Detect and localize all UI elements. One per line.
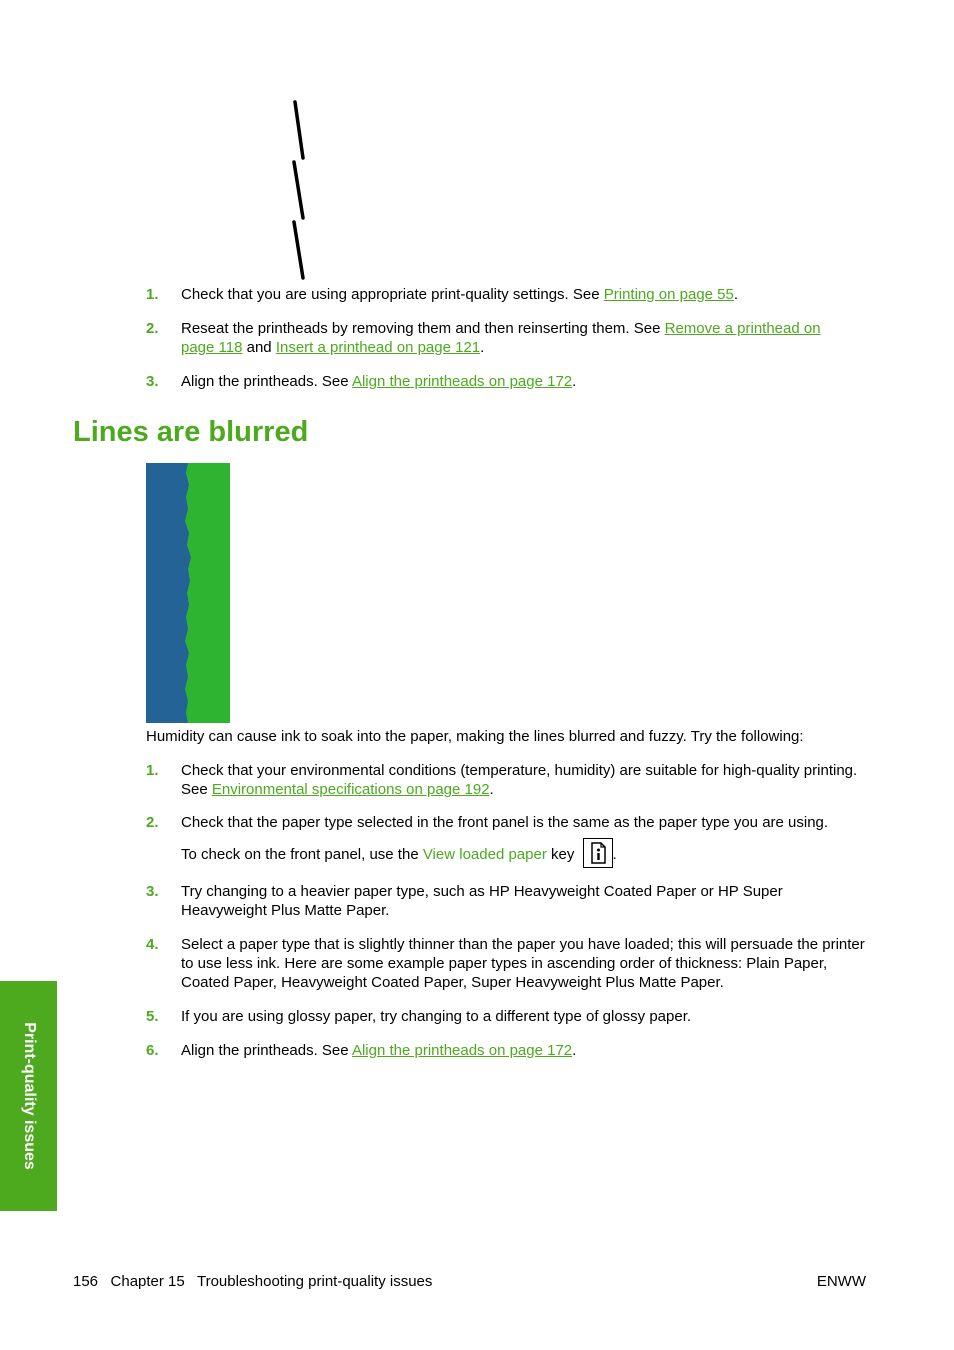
list1-number: 2.	[146, 320, 159, 337]
link-remove-printhead[interactable]: Remove a printhead on page 118	[181, 320, 821, 356]
link-align-printheads[interactable]: Align the printheads on page 172	[351, 373, 573, 390]
list2-number: 4.	[146, 936, 159, 953]
blurred-lines-illustration	[146, 463, 230, 723]
link-align-printheads-2[interactable]: Align the printheads on page 172	[351, 1042, 573, 1059]
list2-item-1: Check that your environmental conditions (temperature, humidity) are suitable for high-quality printing. See Environmental specifications on page 192.	[181, 762, 858, 798]
intro-paragraph: Humidity can cause ink to soak into the paper, making the lines blurred and fuzzy. Try the following:	[146, 728, 804, 745]
list1-item-3: Align the printheads. See Align the printheads on page 172.	[181, 373, 577, 390]
list2-item-3: Try changing to a heavier paper type, such as HP Heavyweight Coated Paper or HP Super Heavyweight Plus Matte Paper.	[181, 883, 783, 919]
side-tab-label: Print-quality issues	[20, 1022, 38, 1170]
list2-number: 2.	[146, 814, 159, 831]
list2-number: 6.	[146, 1042, 159, 1059]
list1-number: 1.	[146, 286, 159, 303]
info-paper-icon	[583, 838, 613, 868]
blue-band	[146, 463, 191, 723]
link-printing[interactable]: Printing on page 55	[603, 286, 734, 303]
link-insert-printhead[interactable]: Insert a printhead on page 121	[275, 339, 481, 356]
list2-item-4: Select a paper type that is slightly thinner than the paper you have loaded; this will persuade the printer to use less ink. Here are some example paper types in ascending order of thickness: Plain Paper, Coated Paper, Heavyweight Coated Paper, Super Heavyweight Plus Matte Paper.	[181, 936, 865, 991]
view-loaded-paper-key-name: View loaded paper	[422, 845, 547, 863]
list1-item-1: Check that you are using appropriate print-quality settings. See Printing on page 55.	[181, 286, 739, 303]
list2-number: 5.	[146, 1008, 159, 1025]
link-environmental-specs[interactable]: Environmental specifications on page 192	[211, 781, 490, 798]
footer-right: ENWW	[816, 1273, 866, 1290]
list2-item-6: Align the printheads. See Align the printheads on page 172.	[181, 1042, 577, 1059]
list1-item-2: Reseat the printheads by removing them and then reinserting them. See Remove a printhead on page 118 and Insert a printhead on page 121.	[181, 320, 821, 356]
list2-item-5: If you are using glossy paper, try changing to a different type of glossy paper.	[181, 1008, 692, 1025]
list2-item-2: Check that the paper type selected in the front panel is the same as the paper type you are using. To check on the front panel, use the View loaded paper key .	[181, 813, 881, 870]
list1-number: 3.	[146, 373, 159, 390]
list2-number: 3.	[146, 883, 159, 900]
chapter-side-tab	[0, 981, 57, 1211]
misaligned-lines-illustration	[285, 98, 315, 283]
section-title: Lines are blurred	[73, 416, 309, 448]
line-segment	[295, 102, 303, 158]
line-segment	[294, 222, 303, 278]
list2-number: 1.	[146, 762, 159, 779]
line-segment	[294, 162, 303, 218]
footer-left: 156 Chapter 15 Troubleshooting print-quality issues	[73, 1273, 433, 1290]
